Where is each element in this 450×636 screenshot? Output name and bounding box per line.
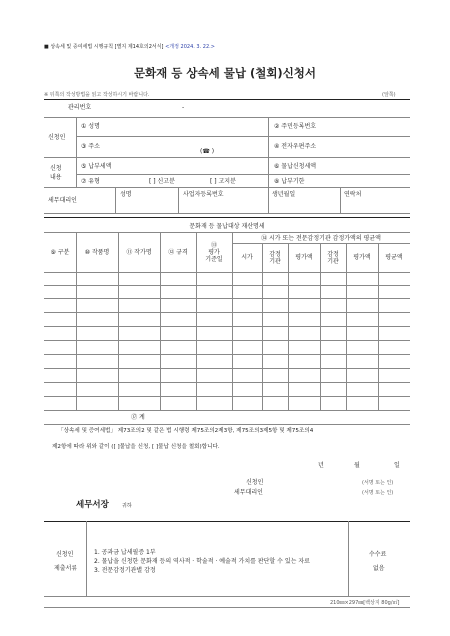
type-option-notified[interactable]: [ ] 고지분 bbox=[210, 178, 236, 185]
col-agency2-line1: 감정 bbox=[327, 250, 339, 258]
name-label: ① 성명 bbox=[81, 123, 100, 130]
col-eval-date-line2: 평가 bbox=[208, 248, 220, 256]
col-agency1-line2: 기관 bbox=[269, 257, 281, 265]
address-label: ③ 주소 bbox=[81, 143, 100, 150]
attachments-label-1: 신청인 bbox=[56, 551, 74, 558]
page-title: 문화재 등 상속세 물납 (철회)신청서 bbox=[133, 66, 317, 80]
col-agency2-line2: 기관 bbox=[327, 257, 339, 265]
agent-biz-no-label: 사업자등록번호 bbox=[183, 191, 224, 198]
col-artist: ⑪ 작가명 bbox=[126, 248, 152, 256]
agent-birth-label: 생년월일 bbox=[272, 191, 296, 198]
table-row bbox=[44, 312, 410, 313]
col-eval-date-line3: 기준일 bbox=[205, 255, 223, 263]
col-eval-date bbox=[196, 232, 232, 272]
table-row bbox=[44, 326, 410, 327]
due-date-label: ⑧ 납부기한 bbox=[274, 178, 305, 185]
bullet: ■ bbox=[44, 44, 49, 50]
col-eval1: 평가액 bbox=[295, 254, 313, 261]
table-row bbox=[44, 298, 410, 299]
recipient: 세무서장 bbox=[76, 500, 109, 510]
notice-text: ※ 뒤쪽의 작성방법을 읽고 작성하시기 바랍니다. bbox=[44, 92, 150, 98]
type-option-reported[interactable]: [ ] 신고분 bbox=[149, 178, 175, 185]
applicant-sign[interactable]: (서명 또는 인) bbox=[362, 480, 394, 486]
content-label-1: 신청 bbox=[50, 165, 62, 172]
col-agency2 bbox=[320, 243, 346, 272]
table-row bbox=[44, 396, 410, 397]
declaration-line-1: 「상속세 및 증여세법」 제73조의2 및 같은 법 시행령 제75조의2제3항, 제75조의3제5항 및 제75조의4 bbox=[58, 428, 314, 434]
email-label: ④ 전자우편주소 bbox=[274, 143, 317, 150]
agent-label: 세무대리인 bbox=[48, 197, 77, 204]
col-avg: 평균액 bbox=[385, 254, 403, 261]
applicant-label: 신청인 bbox=[48, 134, 66, 141]
agent-name-label: 성명 bbox=[120, 191, 132, 198]
col-agency1 bbox=[262, 243, 288, 272]
paper-spec: 210㎜×297㎜[백상지 80g/㎡] bbox=[330, 600, 400, 606]
attachments-label-2: 제출서류 bbox=[54, 565, 78, 572]
agent-sign[interactable]: (서명 또는 인) bbox=[362, 490, 394, 496]
col-spec: ⑫ 규격 bbox=[168, 248, 188, 256]
revision-date: <개정 2024. 3. 22.> bbox=[165, 44, 215, 50]
col-work-name: ⑩ 작품명 bbox=[84, 248, 110, 256]
fee-label: 수수료 bbox=[369, 551, 387, 558]
property-section-title: 문화재 등 물납대상 재산명세 bbox=[189, 222, 265, 230]
law-reference-text: 상속세 및 증여세법 시행규칙 [별지 제14호의2서식] bbox=[50, 44, 164, 50]
col-market: 시가 bbox=[241, 254, 253, 261]
agent-contact-label: 연락처 bbox=[344, 191, 362, 198]
col-division: ⑨ 구분 bbox=[50, 248, 70, 256]
col-eval2: 평가액 bbox=[353, 254, 371, 261]
content-label-2: 내용 bbox=[50, 174, 62, 181]
table-row bbox=[44, 340, 410, 341]
col-eval-date-line1: ⑬ bbox=[210, 241, 217, 249]
mgmt-no-value: - bbox=[182, 104, 185, 111]
table-row bbox=[44, 368, 410, 369]
table-row bbox=[44, 285, 410, 286]
attachment-item-2: 2. 물납을 신청한 문화재 등의 역사적 · 학술적 · 예술적 가치를 판단할 수 있는 자료 bbox=[94, 558, 310, 565]
type-label: ⑦ 유형 bbox=[81, 178, 100, 185]
date-month: 월 bbox=[354, 462, 360, 469]
declaration-applicant: 신청인 bbox=[246, 479, 264, 486]
total-label: ⑰ 계 bbox=[131, 413, 145, 421]
tax-amount-label: ⑤ 납부세액 bbox=[81, 163, 112, 170]
phone-label: (☎ ) bbox=[200, 148, 215, 155]
table-row bbox=[44, 382, 410, 383]
fee-value: 없음 bbox=[373, 565, 385, 572]
inkind-amount-label: ⑥ 물납신청세액 bbox=[274, 163, 317, 170]
date-day: 일 bbox=[394, 462, 400, 469]
declaration-line-2: 제2항에 따라 위와 같이 ([ ]물납을 신청, [ ]물납 신청을 철회)합니다. bbox=[52, 444, 220, 450]
attachment-item-1: 1. 공과금 납세필증 1부 bbox=[94, 549, 156, 556]
date-year: 년 bbox=[318, 462, 324, 469]
table-row bbox=[44, 354, 410, 355]
form-law-reference bbox=[44, 44, 215, 50]
declaration-agent: 세무대리인 bbox=[234, 489, 263, 496]
mgmt-no-label: 관리번호 bbox=[68, 104, 92, 111]
attachment-item-3: 3. 전문감정기관별 감정 bbox=[94, 567, 156, 574]
resident-no-label: ② 주민등록번호 bbox=[274, 123, 317, 130]
recipient-suffix: 귀하 bbox=[122, 503, 132, 509]
page-side: (앞쪽) bbox=[382, 92, 396, 98]
col-agency1-line1: 감정 bbox=[269, 250, 281, 258]
col-price-group: ⑭ 시가 또는 전문감정기관 감정가액의 평균액 bbox=[261, 234, 381, 242]
